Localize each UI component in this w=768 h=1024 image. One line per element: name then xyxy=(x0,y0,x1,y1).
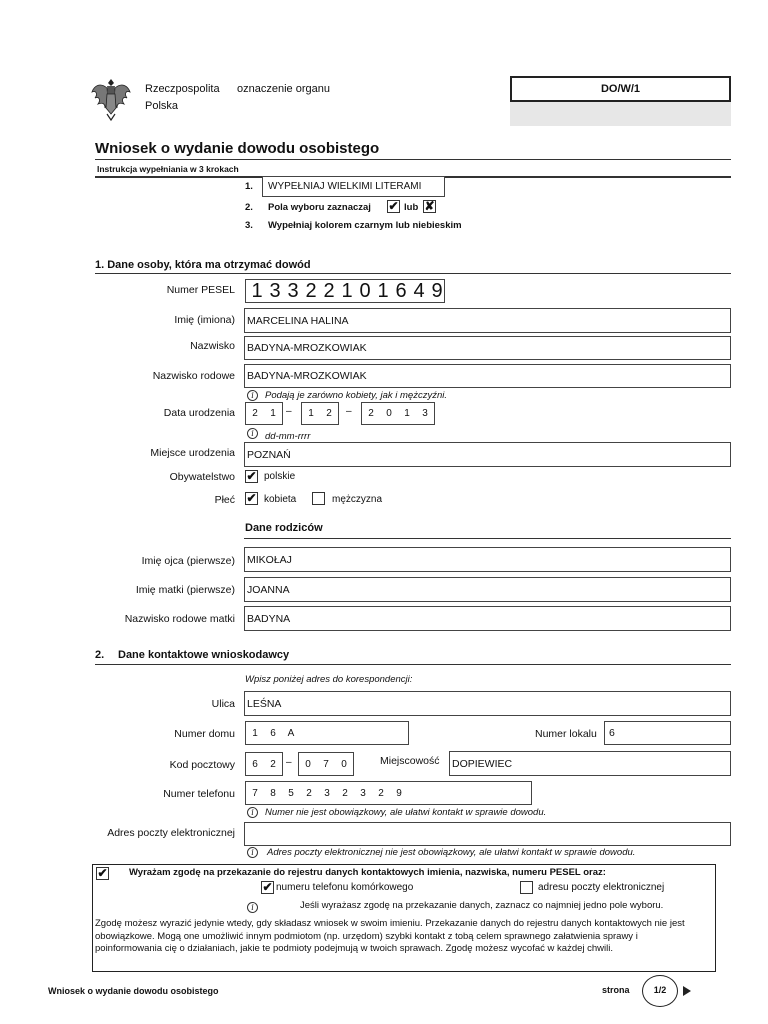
first-name-input[interactable]: MARCELINA HALINA xyxy=(244,308,731,333)
email-input[interactable] xyxy=(244,822,731,846)
family-name-label: Nazwisko rodowe xyxy=(152,370,235,382)
phone-digit: 3 xyxy=(324,787,330,799)
divider xyxy=(95,664,731,665)
flat-label: Numer lokalu xyxy=(535,728,597,740)
section1-title: 1. Dane osoby, która ma otrzymać dowód xyxy=(95,259,311,271)
mother-label: Imię matki (pierwsze) xyxy=(135,584,235,596)
form-title: Wniosek o wydanie dowodu osobistego xyxy=(95,140,380,157)
postal-separator: – xyxy=(286,757,292,768)
consent-email-label: adresu poczty elektronicznej xyxy=(538,882,665,893)
dob-label: Data urodzenia xyxy=(163,407,235,419)
divider xyxy=(244,538,731,539)
step2-text: Pola wyboru zaznaczaj xyxy=(268,202,371,213)
birthplace-label: Miejsce urodzenia xyxy=(150,447,235,459)
step2-or: lub xyxy=(404,202,419,213)
step1-example: WYPEŁNIAJ WIELKIMI LITERAMI xyxy=(262,176,445,197)
date-separator: – xyxy=(346,406,352,417)
country-name-line1: Rzeczpospolita xyxy=(145,83,220,95)
phone-digit: 7 xyxy=(252,787,258,799)
step3-text: Wypełniaj kolorem czarnym lub niebieskim xyxy=(268,220,462,231)
cross-mark-icon: ✘ xyxy=(424,199,435,213)
house-char: A xyxy=(287,727,295,739)
dob-digit: 0 xyxy=(386,408,392,419)
house-label: Numer domu xyxy=(174,728,235,740)
dob-month-input[interactable] xyxy=(301,402,339,425)
form-code: DO/W/1 xyxy=(510,76,731,102)
step-number: 1. xyxy=(245,181,253,192)
postal-digit: 6 xyxy=(252,758,258,770)
mother-family-input[interactable]: BADYNA xyxy=(244,606,731,631)
pesel-digit: 2 xyxy=(305,279,317,302)
phone-digit: 9 xyxy=(396,787,402,799)
postal-digit: 2 xyxy=(270,758,276,770)
street-input[interactable]: LEŚNA xyxy=(244,691,731,716)
page-number: 1/2 xyxy=(642,975,678,1007)
consent-checkbox[interactable]: ✔ xyxy=(97,866,108,880)
pesel-field[interactable] xyxy=(245,279,445,303)
organ-label: oznaczenie organu xyxy=(237,83,330,95)
consent-paragraph: Zgodę możesz wyrazić jedynie wtedy, gdy składasz wniosek w swoim imieniu. Przekazanie danych do rejestru danych kontaktowych nie jest obowiązkowe. Mogą one umożliwić innym podmiotom (np. urzędom) szybki kontakt z tobą celem sprawnego załatwienia sprawy i poinformowania cię o działaniach, jakie te podmioty podejmują w twoich sprawach. Zgodę możesz wycofać w każdej chwili. xyxy=(95,918,685,954)
instructions-heading: Instrukcja wypełniania w 3 krokach xyxy=(97,164,239,174)
page-label: strona xyxy=(602,985,630,995)
sex-label: Płeć xyxy=(214,494,235,506)
postal-code-part1[interactable] xyxy=(245,752,283,776)
divider xyxy=(95,273,731,274)
first-name-label: Imię (imiona) xyxy=(174,314,235,326)
pesel-digit: 3 xyxy=(287,279,299,302)
birthplace-input[interactable]: POZNAŃ xyxy=(244,442,731,467)
pesel-digit: 1 xyxy=(377,279,389,302)
sex-female-checkbox[interactable]: ✔ xyxy=(246,491,257,505)
info-icon: i xyxy=(247,807,258,818)
date-separator: – xyxy=(286,406,292,417)
mother-family-label: Nazwisko rodowe matki xyxy=(124,613,235,625)
phone-digit: 2 xyxy=(342,787,348,799)
phone-digit: 2 xyxy=(378,787,384,799)
phone-input[interactable] xyxy=(245,781,532,805)
address-hint: Wpisz poniżej adres do korespondencji: xyxy=(245,674,413,685)
postal-digit: 7 xyxy=(323,758,329,770)
info-icon: i xyxy=(247,390,258,401)
section2-number: 2. xyxy=(95,649,105,661)
dob-digit: 1 xyxy=(404,408,410,419)
pesel-digit: 4 xyxy=(413,279,425,302)
phone-digit: 3 xyxy=(360,787,366,799)
section2-title: Dane kontaktowe wnioskodawcy xyxy=(118,649,290,661)
next-page-arrow-icon[interactable] xyxy=(682,985,692,997)
step-number: 3. xyxy=(245,220,253,231)
dob-digit: 2 xyxy=(252,408,258,419)
dob-digit: 1 xyxy=(270,408,276,419)
house-char: 6 xyxy=(270,727,276,739)
dob-digit: 2 xyxy=(326,408,332,419)
postal-digit: 0 xyxy=(341,758,347,770)
citizenship-value: polskie xyxy=(264,471,296,482)
dob-hint: dd-mm-rrrr xyxy=(265,431,311,442)
divider xyxy=(95,159,731,160)
father-label: Imię ojca (pierwsze) xyxy=(141,555,235,567)
pesel-digit: 0 xyxy=(359,279,371,302)
dob-digit: 2 xyxy=(368,408,374,419)
sex-female-label: kobieta xyxy=(264,494,297,505)
dob-digit: 3 xyxy=(422,408,428,419)
pesel-digit: 6 xyxy=(395,279,407,302)
pesel-digit: 2 xyxy=(323,279,335,302)
consent-hint: Jeśli wyrażasz zgodę na przekazanie danych, zaznacz co najmniej jedno pole wyboru. xyxy=(300,900,664,911)
family-name-hint: Podają je zarówno kobiety, jak i mężczyźni. xyxy=(265,390,447,401)
sex-male-checkbox[interactable] xyxy=(312,492,325,505)
street-label: Ulica xyxy=(211,698,235,710)
dob-year-input[interactable] xyxy=(361,402,435,425)
form-code-box xyxy=(510,76,731,126)
country-name-line2: Polska xyxy=(145,100,179,112)
postal-label: Kod pocztowy xyxy=(169,759,235,771)
postal-code-part2[interactable] xyxy=(298,752,354,776)
phone-digit: 8 xyxy=(270,787,276,799)
father-input[interactable]: MIKOŁAJ xyxy=(244,547,731,572)
city-input[interactable]: DOPIEWIEC xyxy=(449,751,731,776)
house-input[interactable] xyxy=(245,721,409,745)
info-icon: i xyxy=(247,428,258,439)
phone-hint: Numer nie jest obowiązkowy, ale ułatwi kontakt w sprawie dowodu. xyxy=(265,807,547,818)
consent-phone-label: numeru telefonu komórkowego xyxy=(276,882,414,893)
postal-digit: 0 xyxy=(305,758,311,770)
step-number: 2. xyxy=(245,202,253,213)
pesel-label: Numer PESEL xyxy=(166,284,235,296)
pesel-digit: 9 xyxy=(431,279,443,302)
citizenship-label: Obywatelstwo xyxy=(169,471,235,483)
check-mark-icon: ✔ xyxy=(388,199,399,213)
pesel-digit: 1 xyxy=(341,279,353,302)
phone-digit: 2 xyxy=(306,787,312,799)
flat-input[interactable]: 6 xyxy=(604,721,731,745)
dob-digit: 1 xyxy=(308,408,314,419)
pesel-digit: 3 xyxy=(269,279,281,302)
pesel-digit: 1 xyxy=(251,279,263,302)
surname-input[interactable]: BADYNA-MROZKOWIAK xyxy=(244,336,731,360)
email-label: Adres poczty elektronicznej xyxy=(107,827,235,839)
email-hint: Adres poczty elektronicznej nie jest obowiązkowy, ale ułatwi kontakt w sprawie dowodu. xyxy=(267,847,636,858)
footer-title: Wniosek o wydanie dowodu osobistego xyxy=(48,986,219,996)
phone-label: Numer telefonu xyxy=(163,788,235,800)
sex-male-label: mężczyzna xyxy=(332,494,383,505)
eagle-emblem-icon xyxy=(90,76,132,122)
house-char: 1 xyxy=(252,727,258,739)
consent-text: Wyrażam zgodę na przekazanie do rejestru danych kontaktowych imienia, nazwiska, numeru PESEL oraz: xyxy=(129,867,606,878)
info-icon: i xyxy=(247,902,258,913)
surname-label: Nazwisko xyxy=(190,340,235,352)
family-name-input[interactable]: BADYNA-MROZKOWIAK xyxy=(244,364,731,388)
consent-email-checkbox[interactable] xyxy=(520,881,533,894)
consent-phone-checkbox[interactable]: ✔ xyxy=(262,880,273,894)
parents-heading: Dane rodziców xyxy=(245,522,323,534)
dob-day-input[interactable] xyxy=(245,402,283,425)
info-icon: i xyxy=(247,847,258,858)
citizenship-checkbox[interactable]: ✔ xyxy=(246,469,257,483)
mother-input[interactable]: JOANNA xyxy=(244,577,731,602)
city-label: Miejscowość xyxy=(380,755,440,767)
phone-digit: 5 xyxy=(288,787,294,799)
